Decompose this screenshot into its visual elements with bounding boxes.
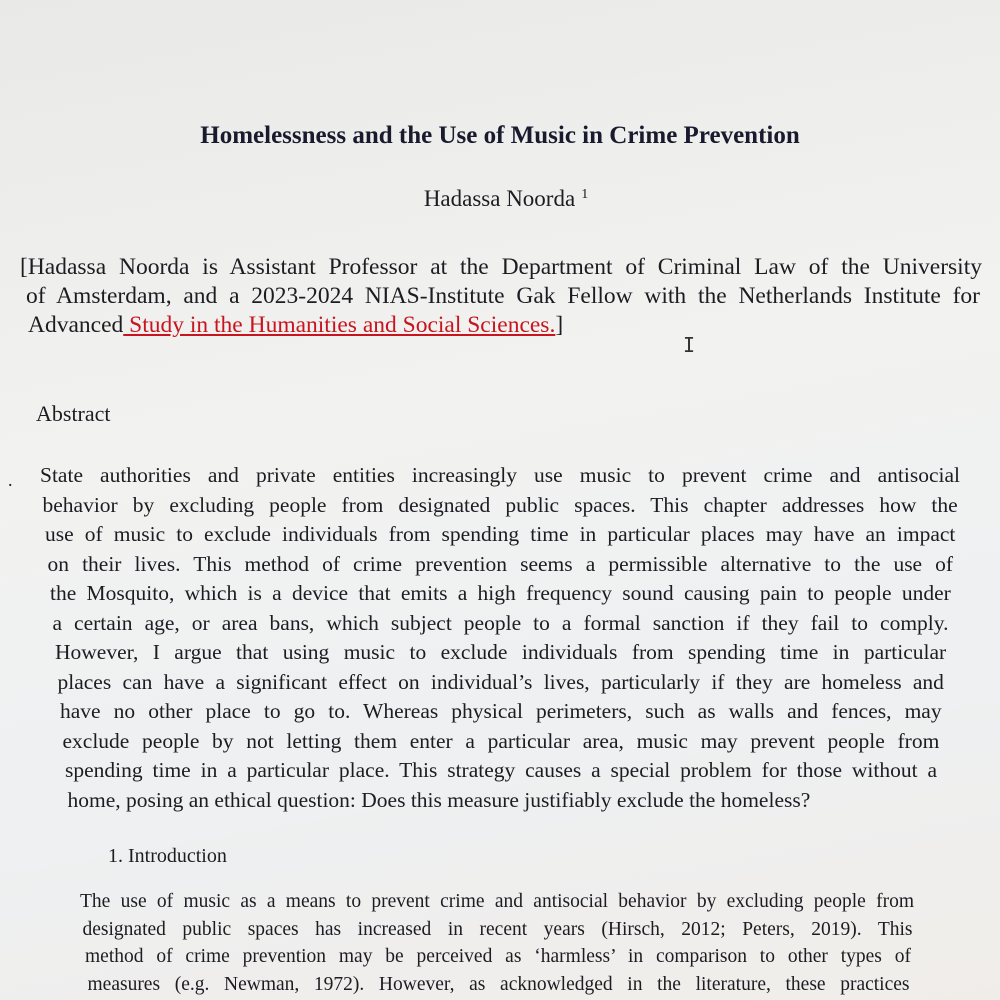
introduction-line: measures (e.g. Newman, 1972). However, as acknowledged in the literature, these practices (87, 973, 910, 995)
introduction-line: method of crime prevention may be perceived as ‘harmless’ in comparison to other types of (85, 946, 911, 967)
institute-link[interactable]: Study in the Humanities and Social Sciences. (123, 312, 556, 338)
author-line (0, 186, 1000, 212)
abstract-line: exclude people by not letting them enter a particular area, music may prevent people from (62, 728, 940, 753)
document-title: Homelessness and the Use of Music in Crime Prevention (200, 122, 800, 149)
abstract-line: have no other place to go to. Whereas physical perimeters, such as walls and fences, may (60, 699, 942, 723)
author-name: Hadassa Noorda (423, 186, 576, 211)
bullet-mark: . (8, 470, 13, 490)
abstract-line: on their lives. This method of crime prevention seems a permissible alternative to the use of (47, 551, 954, 576)
abstract-line: the Mosquito, which is a device that emits a high frequency sound causing pain to people under (50, 581, 951, 605)
abstract-heading: Abstract (36, 401, 111, 426)
abstract-line: However, I argue that using music to exclude individuals from spending time in particular (55, 640, 947, 664)
bio-line (28, 312, 563, 339)
abstract-line: a certain age, or area bans, which subject people to a formal sanction if they fail to comply. (52, 610, 949, 635)
abstract-line: places can have a significant effect on individual’s lives, particularly if they are homeless and (57, 669, 944, 694)
abstract-line: spending time in a particular place. This strategy causes a special problem for those without a (65, 758, 937, 782)
introduction-line: The use of music as a means to prevent crime and antisocial behavior by excluding people from (80, 891, 914, 912)
introduction-line: designated public spaces has increased in recent years (Hirsch, 2012; Peters, 2019). This (82, 918, 913, 940)
bio-text: Advanced (28, 312, 124, 338)
abstract-line: use of music to exclude individuals from spending time in particular places may have an impact (45, 522, 956, 546)
abstract-line: behavior by excluding people from designated public spaces. This chapter addresses how the (42, 492, 958, 517)
bio-text: ] (555, 312, 564, 338)
footnote-ref[interactable]: 1 (581, 187, 589, 202)
bio-line: of Amsterdam, and a 2023-2024 NIAS-Institute Gak Fellow with the Netherlands Institute for (26, 283, 980, 309)
bio-line: [Hadassa Noorda is Assistant Professor at the Department of Criminal Law of the University (20, 254, 982, 280)
introduction-heading: 1. Introduction (108, 845, 227, 867)
abstract-line: home, posing an ethical question: Does this measure justifiably exclude the homeless? (67, 787, 811, 812)
abstract-line: State authorities and private entities increasingly use music to prevent crime and antisocial (40, 463, 960, 487)
text-cursor-icon: I (683, 333, 696, 357)
